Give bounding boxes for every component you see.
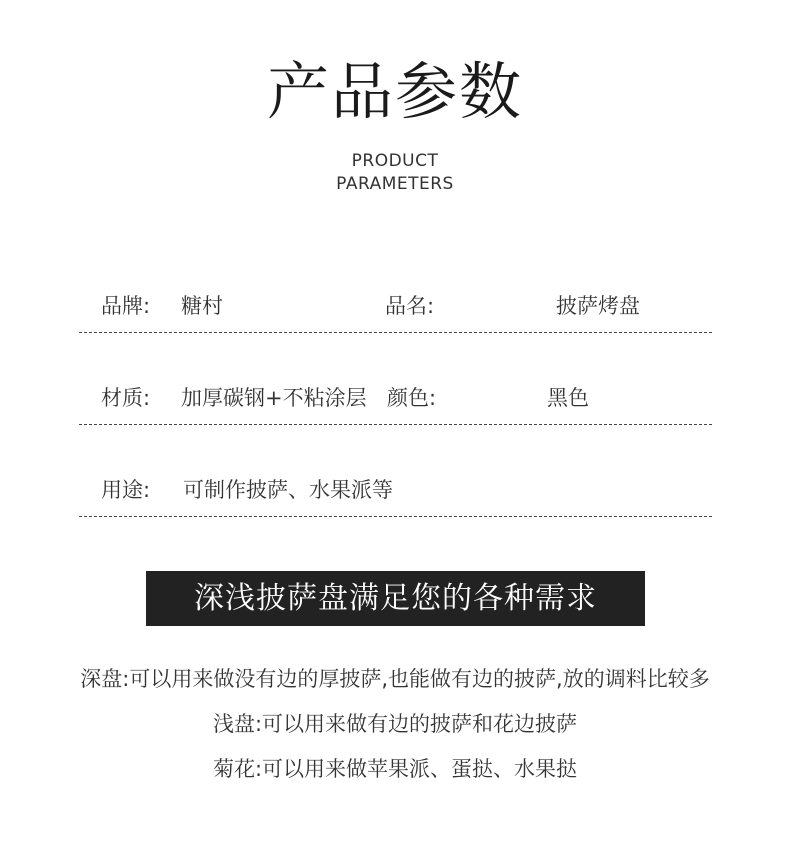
- desc-deep-pan: 深盘:可以用来做没有边的厚披萨,也能做有边的披萨,放的调料比较多: [80, 667, 710, 691]
- material-label: 材质:: [101, 386, 151, 410]
- name-value: 披萨烤盘: [556, 294, 640, 318]
- param-row-brand: [79, 292, 712, 333]
- usage-value: 可制作披萨、水果派等: [183, 478, 393, 502]
- usage-label: 用途:: [101, 478, 151, 502]
- param-row-material: [79, 384, 712, 425]
- desc-flower-pan: 菊花:可以用来做苹果派、蛋挞、水果挞: [212, 757, 578, 781]
- page-subtitle: [0, 150, 790, 196]
- brand-label: 品牌:: [101, 294, 151, 318]
- brand-value: 糖村: [181, 294, 223, 318]
- color-value: 黑色: [547, 386, 589, 410]
- page-title: 产品参数: [266, 55, 523, 128]
- desc-shallow-pan: 浅盘:可以用来做有边的披萨和花边披萨: [212, 712, 578, 736]
- material-value: 加厚碳钢+不粘涂层: [181, 386, 367, 410]
- color-label: 颜色:: [387, 386, 437, 410]
- subtitle-line-2: PARAMETERS: [336, 174, 454, 194]
- param-row-usage: [79, 476, 712, 517]
- feature-banner: 深浅披萨盘满足您的各种需求: [146, 571, 645, 626]
- name-label: 品名:: [385, 294, 435, 318]
- subtitle-line-1: PRODUCT: [351, 151, 439, 171]
